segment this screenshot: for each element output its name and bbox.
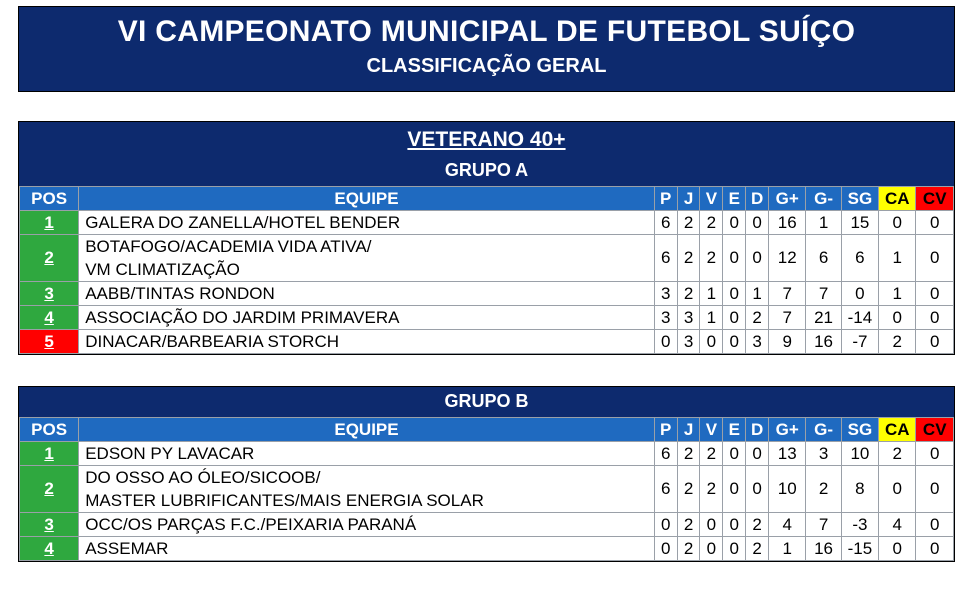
stat-sg: 10 — [841, 442, 878, 466]
stat-d: 0 — [746, 466, 769, 513]
group-a-table — [19, 186, 954, 354]
stat-e: 0 — [723, 235, 746, 282]
championship-title: VI CAMPEONATO MUNICIPAL DE FUTEBOL SUÍÇO — [117, 15, 856, 48]
stat-sg: -3 — [841, 513, 878, 537]
group-b-title: GRUPO B — [444, 391, 529, 411]
category-title: VETERANO 40+ — [407, 128, 566, 151]
stat-ca: 2 — [879, 442, 916, 466]
group-b-column-headers — [20, 418, 954, 442]
stat-gp: 16 — [769, 211, 806, 235]
header-gc: G- — [806, 418, 841, 442]
team-name-line: MASTER LUBRIFICANTES/MAIS ENERGIA SOLAR — [85, 491, 484, 510]
stat-e: 0 — [723, 211, 746, 235]
stat-p: 0 — [654, 330, 677, 354]
stat-d: 1 — [746, 282, 769, 306]
stat-j: 2 — [677, 282, 700, 306]
header-v: V — [700, 187, 723, 211]
header-d: D — [746, 418, 769, 442]
group-a-title: GRUPO A — [444, 160, 529, 180]
position-link[interactable]: 3 — [20, 282, 79, 306]
position-link[interactable]: 2 — [20, 466, 79, 513]
header-j: J — [677, 187, 700, 211]
header-e: E — [723, 187, 746, 211]
stat-v: 2 — [700, 211, 723, 235]
team-name-line: GALERA DO ZANELLA/HOTEL BENDER — [85, 213, 401, 232]
stat-gc: 21 — [806, 306, 841, 330]
group-b-block — [18, 386, 955, 562]
stat-ca: 1 — [879, 235, 916, 282]
header-ca: CA — [879, 418, 916, 442]
stat-v: 2 — [700, 235, 723, 282]
stat-e: 0 — [723, 466, 746, 513]
stat-ca: 4 — [879, 513, 916, 537]
stat-gc: 6 — [806, 235, 841, 282]
stat-cv: 0 — [916, 513, 954, 537]
position-link[interactable]: 2 — [20, 235, 79, 282]
stat-p: 6 — [654, 466, 677, 513]
stat-sg: 6 — [841, 235, 878, 282]
stat-cv: 0 — [916, 282, 954, 306]
team-name — [79, 442, 655, 466]
position-link[interactable]: 5 — [20, 330, 79, 354]
group-b-table — [19, 417, 954, 561]
stat-e: 0 — [723, 282, 746, 306]
team-name — [79, 211, 655, 235]
position-link[interactable]: 1 — [20, 211, 79, 235]
stat-d: 0 — [746, 211, 769, 235]
stat-v: 2 — [700, 442, 723, 466]
header-team: EQUIPE — [79, 418, 655, 442]
stat-v: 0 — [700, 513, 723, 537]
stat-p: 0 — [654, 513, 677, 537]
stat-gp: 13 — [769, 442, 806, 466]
classification-subtitle: CLASSIFICAÇÃO GERAL — [366, 55, 607, 77]
table-row — [20, 513, 954, 537]
stat-gp: 12 — [769, 235, 806, 282]
stat-cv: 0 — [916, 442, 954, 466]
stat-p: 0 — [654, 537, 677, 561]
stat-gc: 7 — [806, 513, 841, 537]
stat-v: 0 — [700, 330, 723, 354]
stat-p: 6 — [654, 235, 677, 282]
header-p: P — [654, 418, 677, 442]
team-name-line: BOTAFOGO/ACADEMIA VIDA ATIVA/ — [85, 237, 372, 256]
stat-gp: 4 — [769, 513, 806, 537]
stat-d: 0 — [746, 442, 769, 466]
stat-v: 0 — [700, 537, 723, 561]
stat-j: 3 — [677, 330, 700, 354]
team-name — [79, 235, 655, 282]
stat-gc: 1 — [806, 211, 841, 235]
stat-sg: -14 — [841, 306, 878, 330]
stat-d: 0 — [746, 235, 769, 282]
team-name-line: DO OSSO AO ÓLEO/SICOOB/ — [85, 468, 321, 487]
table-row — [20, 466, 954, 513]
header-pos: POS — [20, 418, 79, 442]
team-name-line: ASSEMAR — [85, 539, 169, 558]
stat-cv: 0 — [916, 211, 954, 235]
stat-ca: 0 — [879, 211, 916, 235]
stat-cv: 0 — [916, 330, 954, 354]
table-row — [20, 282, 954, 306]
table-row — [20, 330, 954, 354]
header-gp: G+ — [769, 418, 806, 442]
stat-gc: 3 — [806, 442, 841, 466]
stat-d: 2 — [746, 513, 769, 537]
stat-ca: 2 — [879, 330, 916, 354]
stat-ca: 0 — [879, 537, 916, 561]
header-ca: CA — [879, 187, 916, 211]
team-name-line: DINACAR/BARBEARIA STORCH — [85, 332, 340, 351]
stat-sg: 8 — [841, 466, 878, 513]
group-a-column-headers — [20, 187, 954, 211]
stat-d: 2 — [746, 306, 769, 330]
stat-j: 2 — [677, 211, 700, 235]
header-team: EQUIPE — [79, 187, 655, 211]
stat-j: 2 — [677, 537, 700, 561]
stat-d: 3 — [746, 330, 769, 354]
stat-gc: 2 — [806, 466, 841, 513]
stat-cv: 0 — [916, 537, 954, 561]
team-name-line: ASSOCIAÇÃO DO JARDIM PRIMAVERA — [85, 308, 400, 327]
stat-cv: 0 — [916, 466, 954, 513]
title-banner — [18, 6, 955, 92]
stat-e: 0 — [723, 330, 746, 354]
stat-j: 2 — [677, 442, 700, 466]
stat-ca: 1 — [879, 282, 916, 306]
stat-v: 1 — [700, 306, 723, 330]
group-b-header — [19, 387, 954, 417]
table-row — [20, 211, 954, 235]
stat-j: 3 — [677, 306, 700, 330]
table-row — [20, 306, 954, 330]
team-name — [79, 537, 655, 561]
stat-e: 0 — [723, 442, 746, 466]
stat-gc: 16 — [806, 537, 841, 561]
stat-v: 1 — [700, 282, 723, 306]
header-d: D — [746, 187, 769, 211]
table-row — [20, 442, 954, 466]
team-name — [79, 306, 655, 330]
stat-ca: 0 — [879, 466, 916, 513]
stat-j: 2 — [677, 513, 700, 537]
stat-cv: 0 — [916, 306, 954, 330]
stat-gp: 7 — [769, 306, 806, 330]
stat-gp: 7 — [769, 282, 806, 306]
group-a-block — [18, 121, 955, 355]
stat-p: 3 — [654, 306, 677, 330]
position-link[interactable]: 4 — [20, 537, 79, 561]
header-j: J — [677, 418, 700, 442]
header-gp: G+ — [769, 187, 806, 211]
stat-e: 0 — [723, 306, 746, 330]
header-sg: SG — [841, 187, 878, 211]
team-name — [79, 466, 655, 513]
team-name — [79, 330, 655, 354]
stat-gp: 1 — [769, 537, 806, 561]
header-pos: POS — [20, 187, 79, 211]
stat-sg: -15 — [841, 537, 878, 561]
stat-e: 0 — [723, 537, 746, 561]
stat-v: 2 — [700, 466, 723, 513]
stat-ca: 0 — [879, 306, 916, 330]
stat-j: 2 — [677, 466, 700, 513]
group-a-header — [19, 122, 954, 186]
header-cv: CV — [916, 418, 954, 442]
stat-cv: 0 — [916, 235, 954, 282]
header-v: V — [700, 418, 723, 442]
table-row — [20, 235, 954, 282]
team-name — [79, 282, 655, 306]
stat-gc: 16 — [806, 330, 841, 354]
stat-p: 6 — [654, 442, 677, 466]
header-cv: CV — [916, 187, 954, 211]
team-name-line: EDSON PY LAVACAR — [85, 444, 255, 463]
team-name-line: AABB/TINTAS RONDON — [85, 284, 275, 303]
group-b-rows — [20, 442, 954, 561]
stat-p: 3 — [654, 282, 677, 306]
position-link[interactable]: 3 — [20, 513, 79, 537]
table-row — [20, 537, 954, 561]
position-link[interactable]: 1 — [20, 442, 79, 466]
stat-p: 6 — [654, 211, 677, 235]
position-link[interactable]: 4 — [20, 306, 79, 330]
team-name — [79, 513, 655, 537]
stat-d: 2 — [746, 537, 769, 561]
header-e: E — [723, 418, 746, 442]
header-p: P — [654, 187, 677, 211]
header-gc: G- — [806, 187, 841, 211]
stat-sg: 0 — [841, 282, 878, 306]
team-name-line: OCC/OS PARÇAS F.C./PEIXARIA PARANÁ — [85, 515, 417, 534]
header-sg: SG — [841, 418, 878, 442]
stat-sg: -7 — [841, 330, 878, 354]
stat-gp: 10 — [769, 466, 806, 513]
group-a-rows — [20, 211, 954, 354]
stat-sg: 15 — [841, 211, 878, 235]
stat-j: 2 — [677, 235, 700, 282]
stat-e: 0 — [723, 513, 746, 537]
stat-gc: 7 — [806, 282, 841, 306]
stat-gp: 9 — [769, 330, 806, 354]
team-name-line: VM CLIMATIZAÇÃO — [85, 260, 240, 279]
